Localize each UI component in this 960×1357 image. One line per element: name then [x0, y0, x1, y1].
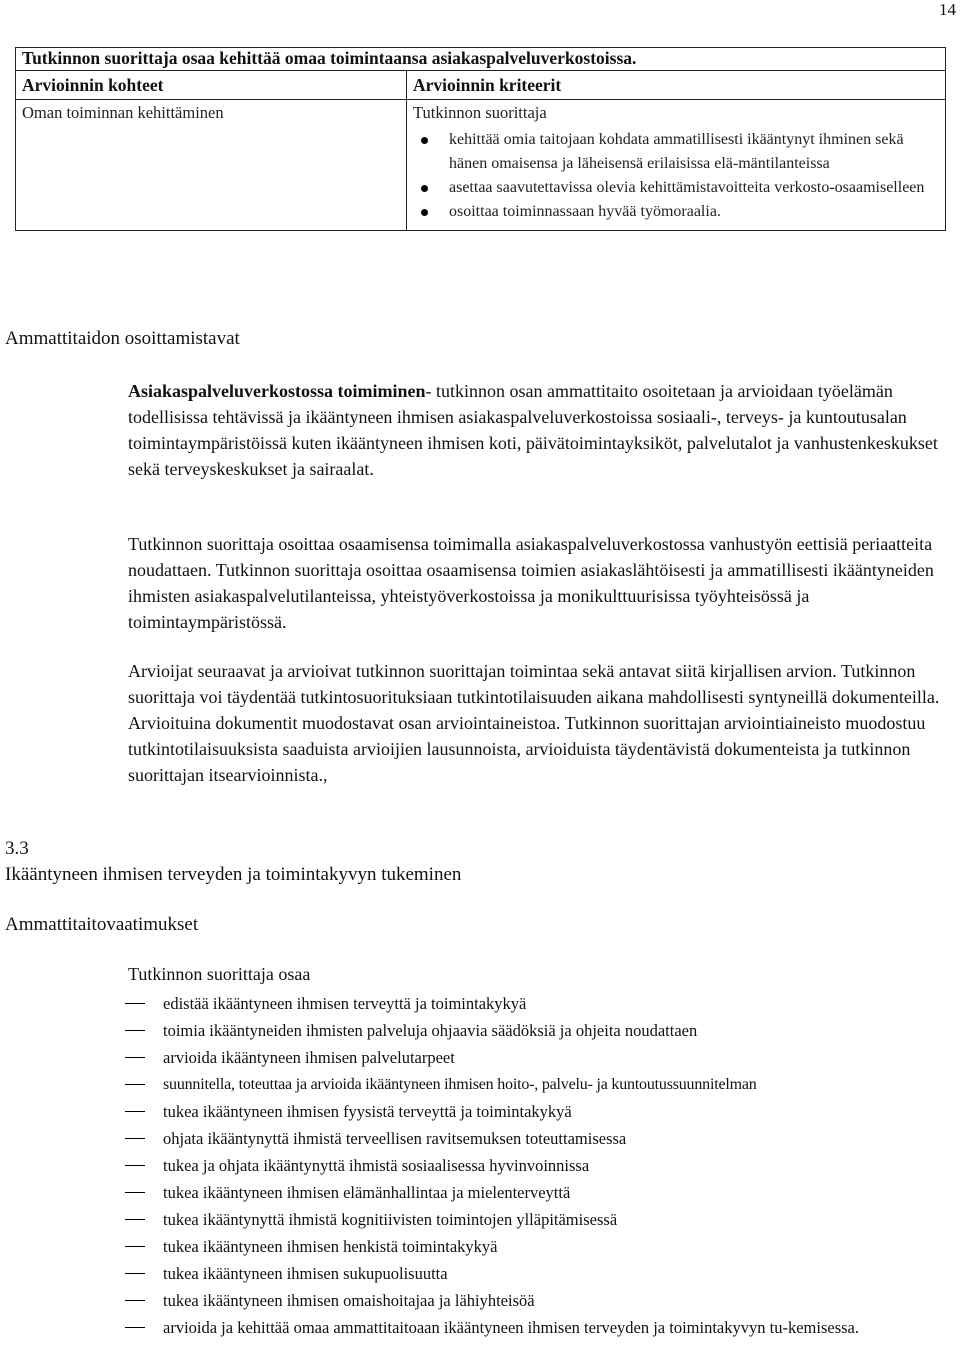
requirements-heading: Ammattitaitovaatimukset [5, 914, 199, 935]
header-target: Arvioinnin kohteet [16, 71, 407, 100]
requirements-list [125, 990, 955, 1339]
list-item: tukea ikääntyneen ihmisen fyysistä terveyttä ja toimintakykyä [125, 1098, 955, 1125]
list-item: tukea ikääntyneen ihmisen elämänhallintaa ja mielenterveyttä [125, 1179, 955, 1206]
list-item: toimia ikääntyneiden ihmisten palveluja ohjaavia säädöksiä ja ohjeita noudattaen [125, 1017, 955, 1044]
demonstration-heading: Ammattitaidon osoittamistavat [5, 328, 240, 349]
criteria-intro: Tutkinnon suorittaja [413, 103, 547, 122]
section-number: 3.3 [5, 838, 29, 859]
list-item: kehittää omia taitojaan kohdata ammatillisesti ikääntynyt ihminen sekä hänen omaisensa ja läheisensä erilaisissa elä-mäntilanteissa [413, 128, 939, 176]
list-item: tukea ikääntyneen ihmisen henkistä toimintakykyä [125, 1233, 955, 1260]
list-item: asettaa saavutettavissa olevia kehittämistavoitteita verkosto-osaamiselleen [413, 176, 939, 200]
table-title-row [16, 48, 946, 71]
header-criteria: Arvioinnin kriteerit [407, 71, 946, 100]
list-item: suunnitella, toteuttaa ja arvioida ikääntyneen ihmisen hoito-, palvelu- ja kuntoutussuunnitelman [125, 1071, 955, 1098]
list-item: ohjata ikääntynyttä ihmistä terveellisen ravitsemuksen toteuttamisessa [125, 1125, 955, 1152]
list-item: arvioida ja kehittää omaa ammattitaitoaan ikääntyneen ihmisen terveyden ja toimintakyvyn tu-kemisessa. [125, 1314, 933, 1339]
demonstration-paragraph-3: Arvioijat seuraavat ja arvioivat tutkinnon suorittajan toimintaa sekä antavat siitä kirjallisen arvion. Tutkinnon suorittaja voi täydentää tutkintosuorituksiaan tutkintotilaisuuden aikana mahdollisesti syntyneillä dokumenteilla. Arvioituina dokumentit muodostavat osan arviointaineistoa. Tutkinnon suorittajan arviointiaineisto muodostuu tutkintotilaisuuksista saaduista arvioijien lausunnoista, arvioiduista täydentävistä dokumenteista ja tutkinnon suorittajan itsearvioinnista., [128, 661, 940, 785]
table-header-row [16, 71, 946, 100]
table-row [16, 100, 946, 231]
paragraph-lead: Asiakaspalveluverkostossa toimiminen [128, 381, 426, 401]
demonstration-paragraph-1 [128, 378, 948, 482]
demonstration-paragraph-2: Tutkinnon suorittaja osoittaa osaamisensa toimimalla asiakaspalveluverkostossa vanhustyön eettisiä periaatteita noudattaen. Tutkinnon suorittaja osoittaa osaamisensa toimien asiakaslähtöisesti ja ammatillisesti ikääntyneiden ihmisten asiakaspalvelutilanteissa, yhteistyöverkostoissa ja monikulttuurisissa työyhteisössä ja toimintaympäristössä. [128, 534, 934, 632]
assessment-table [15, 47, 946, 231]
list-item: tukea ja ohjata ikääntynyttä ihmistä sosiaalisessa hyvinvoinnissa [125, 1152, 955, 1179]
assessment-target: Oman toiminnan kehittäminen [16, 100, 407, 231]
paragraph-body: - tutkinnon osan ammattitaito osoitetaan ja arvioidaan työelämän todellisissa tehtävissä ja ikääntyneen ihmisen asiakaspalveluverkostoissa sosiaali-, terveys- ja kuntoutusalan toimintaympäristöissä kuten ikääntyneen ihmisen koti, päivätoimintayksiköt, palvelutalot ja vanhustenkeskukset sekä terveyskeskukset ja sairaalat. [128, 381, 938, 479]
table-title: Tutkinnon suorittaja osaa kehittää omaa toimintaansa asiakaspalveluverkostoissa. [16, 48, 946, 71]
list-item: osoittaa toiminnassaan hyvää työmoraalia. [413, 200, 939, 224]
page-number: 14 [939, 0, 956, 19]
list-item: tukea ikääntyneen ihmisen sukupuolisuutta [125, 1260, 955, 1287]
criteria-list [413, 128, 939, 224]
requirements-intro: Tutkinnon suorittaja osaa [128, 964, 311, 984]
list-item: tukea ikääntynyttä ihmistä kognitiivisten toimintojen ylläpitämisessä [125, 1206, 955, 1233]
assessment-criteria-cell [407, 100, 946, 231]
list-item: edistää ikääntyneen ihmisen terveyttä ja toimintakykyä [125, 990, 955, 1017]
list-item: tukea ikääntyneen ihmisen omaishoitajaa ja lähiyhteisöä [125, 1287, 955, 1314]
list-item: arvioida ikääntyneen ihmisen palvelutarpeet [125, 1044, 955, 1071]
section-title: Ikääntyneen ihmisen terveyden ja toimintakyvyn tukeminen [5, 864, 462, 885]
